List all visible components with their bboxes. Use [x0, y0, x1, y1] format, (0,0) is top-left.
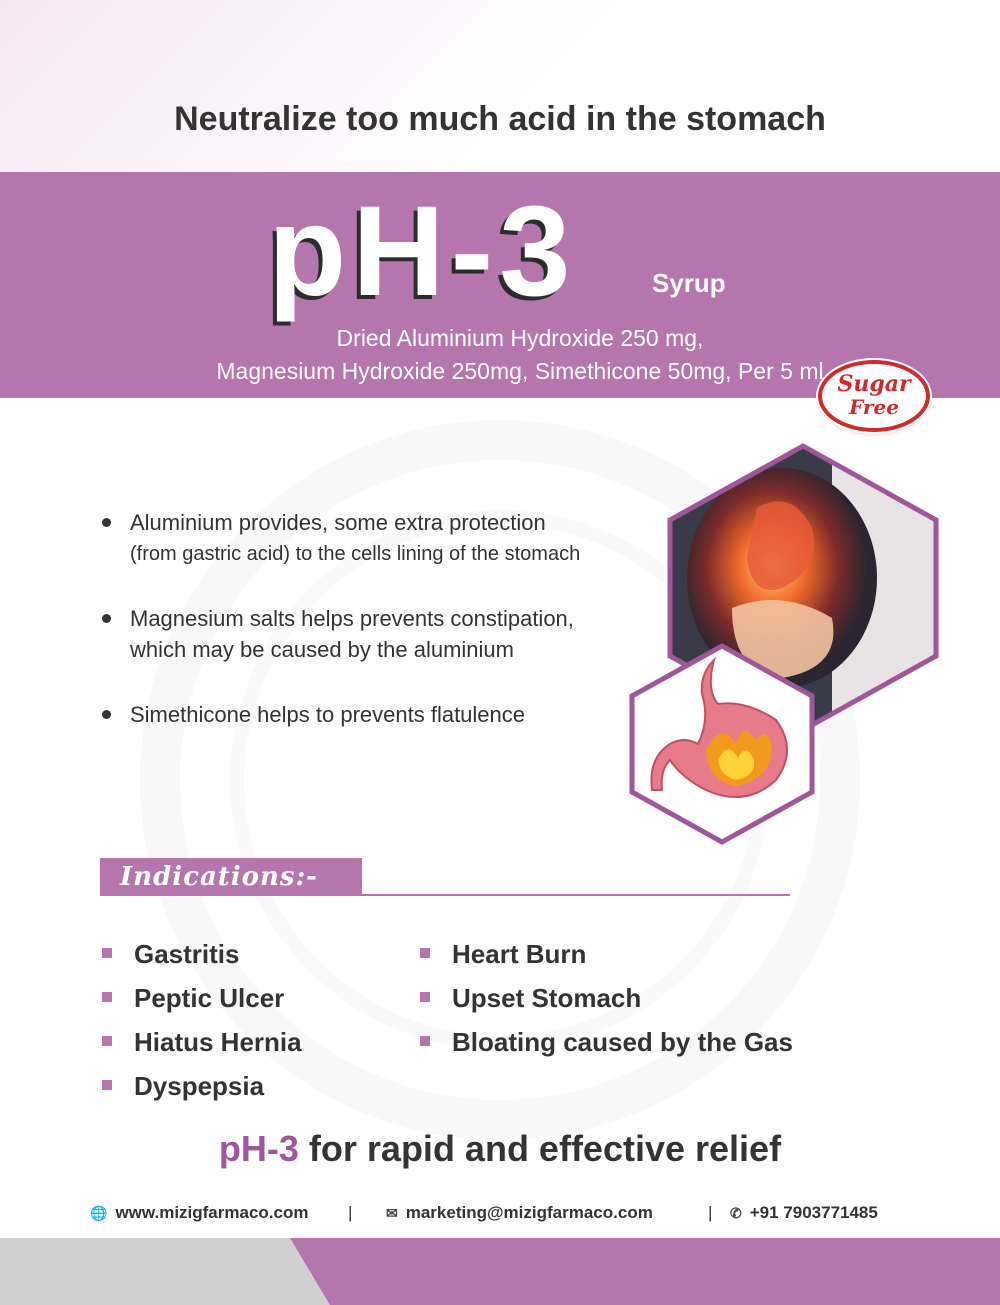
sugar-free-badge [818, 360, 930, 432]
indication-item [100, 1066, 302, 1110]
envelope-icon: ✉ [386, 1204, 398, 1221]
benefit-line-1: Simethicone helps to prevents flatulence [130, 702, 526, 727]
indications-right-column [418, 934, 793, 1066]
bullet-dot-icon [102, 710, 111, 719]
square-bullet-icon [102, 1036, 112, 1046]
footer-gray-bar [0, 1238, 330, 1305]
composition-line-2: Magnesium Hydroxide 250mg, Simethicone 50mg, Per 5 ml [216, 358, 824, 384]
tagline-brand: pH-3 [218, 1128, 299, 1169]
square-bullet-icon [102, 948, 112, 958]
indications-title: Indications:- [120, 862, 318, 892]
phone-contact[interactable] [730, 1203, 878, 1223]
tagline-rest: for rapid and effective relief [298, 1128, 782, 1169]
indication-item [418, 978, 793, 1022]
benefit-item [100, 700, 680, 730]
indication-item [100, 934, 302, 978]
footer-purple-bar [290, 1238, 1000, 1305]
product-form: Syrup [652, 268, 726, 298]
benefit-line-1: Aluminium provides, some extra protection [130, 510, 546, 535]
benefit-line-2: (from gastric acid) to the cells lining of the stomach [130, 543, 581, 565]
bullet-dot-icon [102, 518, 111, 527]
composition-line-1: Dried Aluminium Hydroxide 250 mg, [336, 325, 704, 351]
square-bullet-icon [420, 992, 430, 1002]
benefit-item [100, 604, 680, 666]
square-bullet-icon [420, 948, 430, 958]
indication-item [100, 978, 302, 1022]
indication-item [418, 1022, 793, 1066]
phone-number[interactable]: +91 7903771485 [749, 1203, 878, 1222]
globe-icon: 🌐 [90, 1204, 108, 1221]
benefit-list [100, 508, 680, 764]
benefit-line-1: Magnesium salts helps prevents constipation, [130, 606, 574, 631]
sugar-free-badge-line-2: Free [849, 395, 899, 419]
burning-stomach-hexagon-image [626, 640, 818, 848]
email-link[interactable]: marketing@mizigfarmaco.com [405, 1203, 653, 1222]
headline: Neutralize too much acid in the stomach [174, 100, 826, 138]
square-bullet-icon [102, 1080, 112, 1090]
indication-item [100, 1022, 302, 1066]
indication-label: Dyspepsia [134, 1071, 265, 1101]
bullet-dot-icon [102, 614, 111, 623]
benefit-item [100, 508, 680, 570]
composition [150, 322, 890, 388]
indication-label: Gastritis [134, 939, 240, 969]
indication-label: Upset Stomach [452, 983, 642, 1013]
footer-separator: | [708, 1203, 713, 1222]
sugar-free-badge-line-1: Sugar [837, 371, 911, 397]
website-link[interactable]: www.mizigfarmaco.com [115, 1203, 309, 1222]
website-contact[interactable] [90, 1203, 308, 1223]
footer-separator: | [348, 1203, 353, 1222]
indication-label: Peptic Ulcer [134, 983, 285, 1013]
square-bullet-icon [102, 992, 112, 1002]
indication-item [418, 934, 793, 978]
indication-label: Heart Burn [452, 939, 587, 969]
benefit-line-2: which may be caused by the aluminium [130, 637, 514, 662]
indications-left-column [100, 934, 302, 1110]
email-contact[interactable] [386, 1203, 653, 1223]
indications-divider [100, 894, 790, 896]
square-bullet-icon [420, 1036, 430, 1046]
indication-label: Hiatus Hernia [134, 1027, 302, 1057]
tagline [0, 1128, 1000, 1170]
contact-footer [90, 1203, 930, 1233]
indication-label: Bloating caused by the Gas [452, 1027, 793, 1057]
product-name: pH-3 [268, 180, 577, 323]
phone-icon: ✆ [730, 1204, 742, 1221]
